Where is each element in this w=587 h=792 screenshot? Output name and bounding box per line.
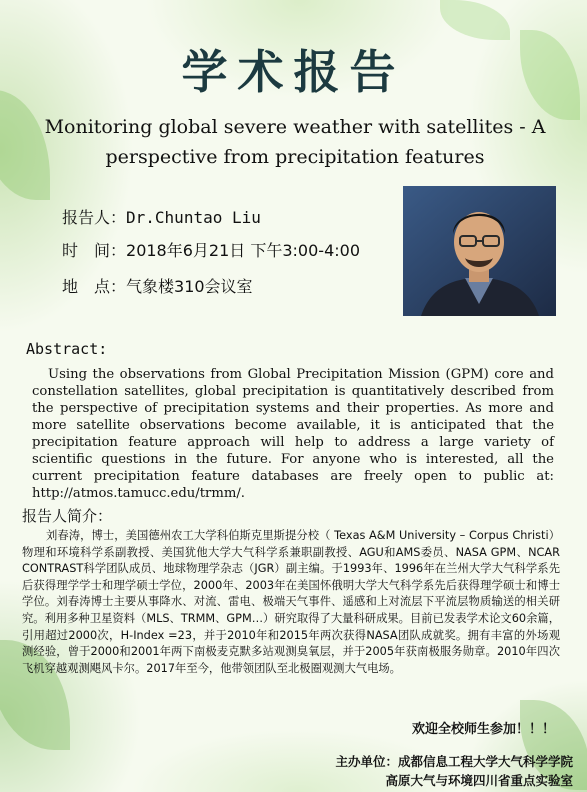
speaker-value: Dr.Chuntao Liu (126, 208, 261, 227)
place-row (62, 274, 253, 297)
time-row (62, 238, 360, 261)
speaker-photo (403, 186, 556, 316)
speaker-portrait-icon (403, 186, 556, 316)
host-line-2: 高原大气与环境四川省重点实验室 (385, 773, 573, 788)
host-info (335, 752, 573, 790)
abstract-heading: Abstract: (26, 340, 108, 358)
abstract-text: Using the observations from Global Precipitation Mission (GPM) core and constellation satellites, global precipitation is quantitatively described from the perspective of precipitation systems and their properties. As more and more satellite observations become available, it is anticipated that the precipitation feature approach will help to address a large variety of scientific questions in the future. For anyone who is interested, all the current precipitation feature databases are freely open to public at: http://atmos.tamucc.edu/trmm/. (32, 367, 554, 501)
time-label: 时 间： (62, 241, 127, 260)
host-line-1: 主办单位：成都信息工程大学大气科学学院 (335, 754, 573, 769)
talk-title: Monitoring global severe weather with satellites - A perspective from precipitation features (44, 116, 546, 168)
time-value: 2018年6月21日 下午3:00-4:00 (126, 241, 360, 260)
place-value: 气象楼310会议室 (126, 277, 253, 296)
bio-text: 刘春涛，博士，美国德州农工大学科伯斯克里斯提分校（ Texas A&M University – Corpus Christi）物理和环境科学系副教授、美国犹他大学大气科学系兼职副教授、AGU和AMS委员、NASA GPM、NCAR CONTRAST科学团队成员、地球物理学杂志（JGR）副主编。于1993年、1996年在兰州大学大气科学系先后获得理学学士和理学硕士学位，2000年、2003年在美国怀俄明大学大气科学系先后获得理学硕士和博士学位。刘春涛博士主要从事降水、对流、雷电、极端天气事件、遥感和上对流层下平流层物质输送的相关研究。利用多种卫星资料（MLS、TRMM、GPM…）研究取得了大量科研成果。目前已发表学术论文60余篇，引用超过2000次，H-Index =23，并于2010年和2015年两次获得NASA团队成就奖。拥有丰富的外场观测经验，曾于2000和2001年两下南极麦克默多站观测臭氧层，并于2005年获南极服务勋章。2010年四次飞机穿越观测飓风卡尔。2017年至今，他带领团队至北极圈观测大气电场。 (22, 529, 560, 675)
bio-heading: 报告人简介： (22, 507, 113, 525)
speaker-row (62, 205, 261, 228)
poster-title: 学术报告 (181, 45, 406, 99)
welcome-text: 欢迎全校师生参加！！！ (411, 722, 555, 737)
speaker-label: 报告人： (62, 208, 127, 227)
place-label: 地 点： (62, 277, 127, 296)
